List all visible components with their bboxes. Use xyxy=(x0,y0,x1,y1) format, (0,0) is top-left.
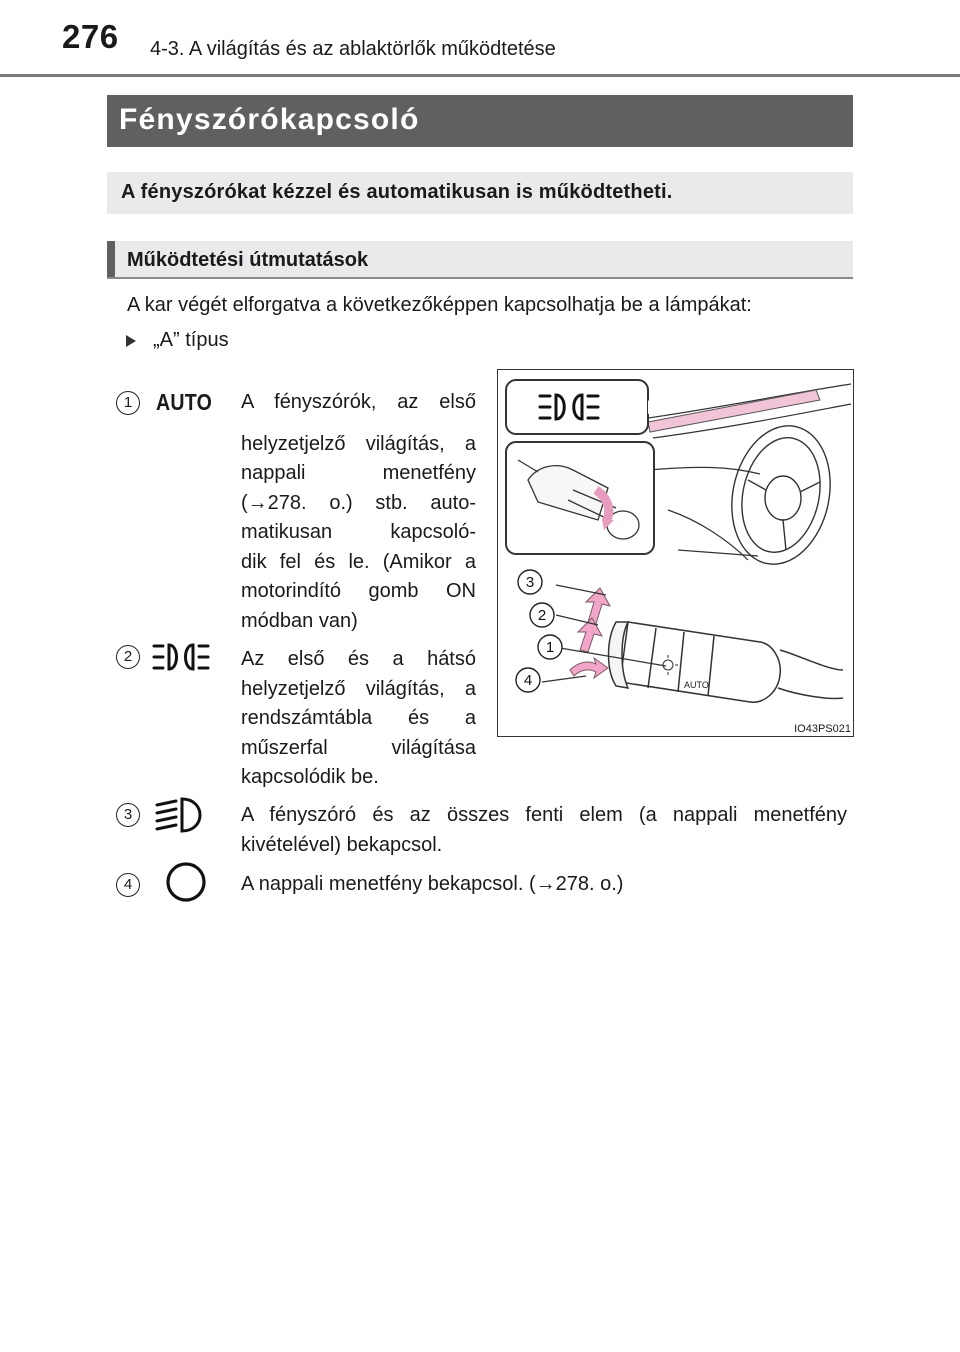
figure-code: IO43PS021 xyxy=(794,723,851,735)
item-number-1: 1 xyxy=(116,391,140,415)
position-lights-icon xyxy=(152,640,210,674)
figure-callout-1: 1 xyxy=(545,639,555,656)
subheading-accent xyxy=(107,241,115,277)
item-number-4: 4 xyxy=(116,873,140,897)
subheading-text: Működtetési útmutatások xyxy=(127,249,369,271)
bullet-triangle-icon xyxy=(124,334,138,348)
item-3-line: A fényszóró és az összes fenti elem (a nappali menetfény xyxy=(241,804,847,826)
headlight-low-beam-icon xyxy=(154,795,210,835)
item-2-line: műszerfal világítása xyxy=(241,736,476,759)
figure-callout-4: 4 xyxy=(523,672,533,689)
intro-box xyxy=(107,172,853,214)
item-1-line: motorindító gomb ON xyxy=(241,580,476,602)
item-1-text xyxy=(241,388,476,636)
figure-illustration xyxy=(498,370,853,736)
item-2-line: helyzetjelző világítás, a xyxy=(241,677,476,700)
item-4-text xyxy=(241,870,847,900)
item-1-line: matikusan kapcsoló- xyxy=(241,521,476,543)
item-4-line: A nappali menetfény bekapcsol. (→278. o.) xyxy=(241,873,624,895)
section-title: Fényszórókapcsoló xyxy=(119,103,420,136)
header-divider xyxy=(0,74,960,77)
item-1-line: módban van) xyxy=(241,609,358,632)
off-icon xyxy=(164,860,208,904)
item-2-line: kapcsolódik be. xyxy=(241,766,379,788)
page-number: 276 xyxy=(62,18,119,55)
type-label: „A” típus xyxy=(153,329,229,351)
item-2-text xyxy=(241,645,476,793)
lead-paragraph: A kar végét elforgatva a következőképpen kapcsolhatja be a lámpákat: xyxy=(127,294,752,316)
item-3-text xyxy=(241,801,847,860)
item-2-line: rendszámtábla és a xyxy=(241,707,476,729)
item-3-line: kivételével) bekapcsol. xyxy=(241,833,443,856)
item-number-2: 2 xyxy=(116,645,140,669)
item-2-line: Az első és a hátsó xyxy=(241,648,476,670)
subheading-bar xyxy=(107,241,853,279)
intro-text: A fényszórókat kézzel és automatikusan is működtetheti. xyxy=(121,181,673,203)
figure-callout-3: 3 xyxy=(525,574,535,591)
item-1-line: (→278. o.) stb. auto- xyxy=(241,491,476,514)
item-1-line: helyzetjelző világítás, a xyxy=(241,432,476,455)
headlight-switch-figure xyxy=(497,369,854,737)
item-1-line: nappali menetfény xyxy=(241,462,476,484)
item-number-3: 3 xyxy=(116,803,140,827)
item-1-line: dik fel és le. (Amikor a xyxy=(241,550,476,573)
item-1-line: A fényszórók, az első xyxy=(241,391,476,413)
chapter-title: 4-3. A világítás és az ablaktörlők működtetése xyxy=(150,38,556,60)
lever-auto-text: AUTO xyxy=(684,680,709,690)
auto-headlight-icon: AUTO xyxy=(156,389,213,415)
section-title-bar xyxy=(107,95,853,147)
figure-callout-2: 2 xyxy=(537,607,547,624)
